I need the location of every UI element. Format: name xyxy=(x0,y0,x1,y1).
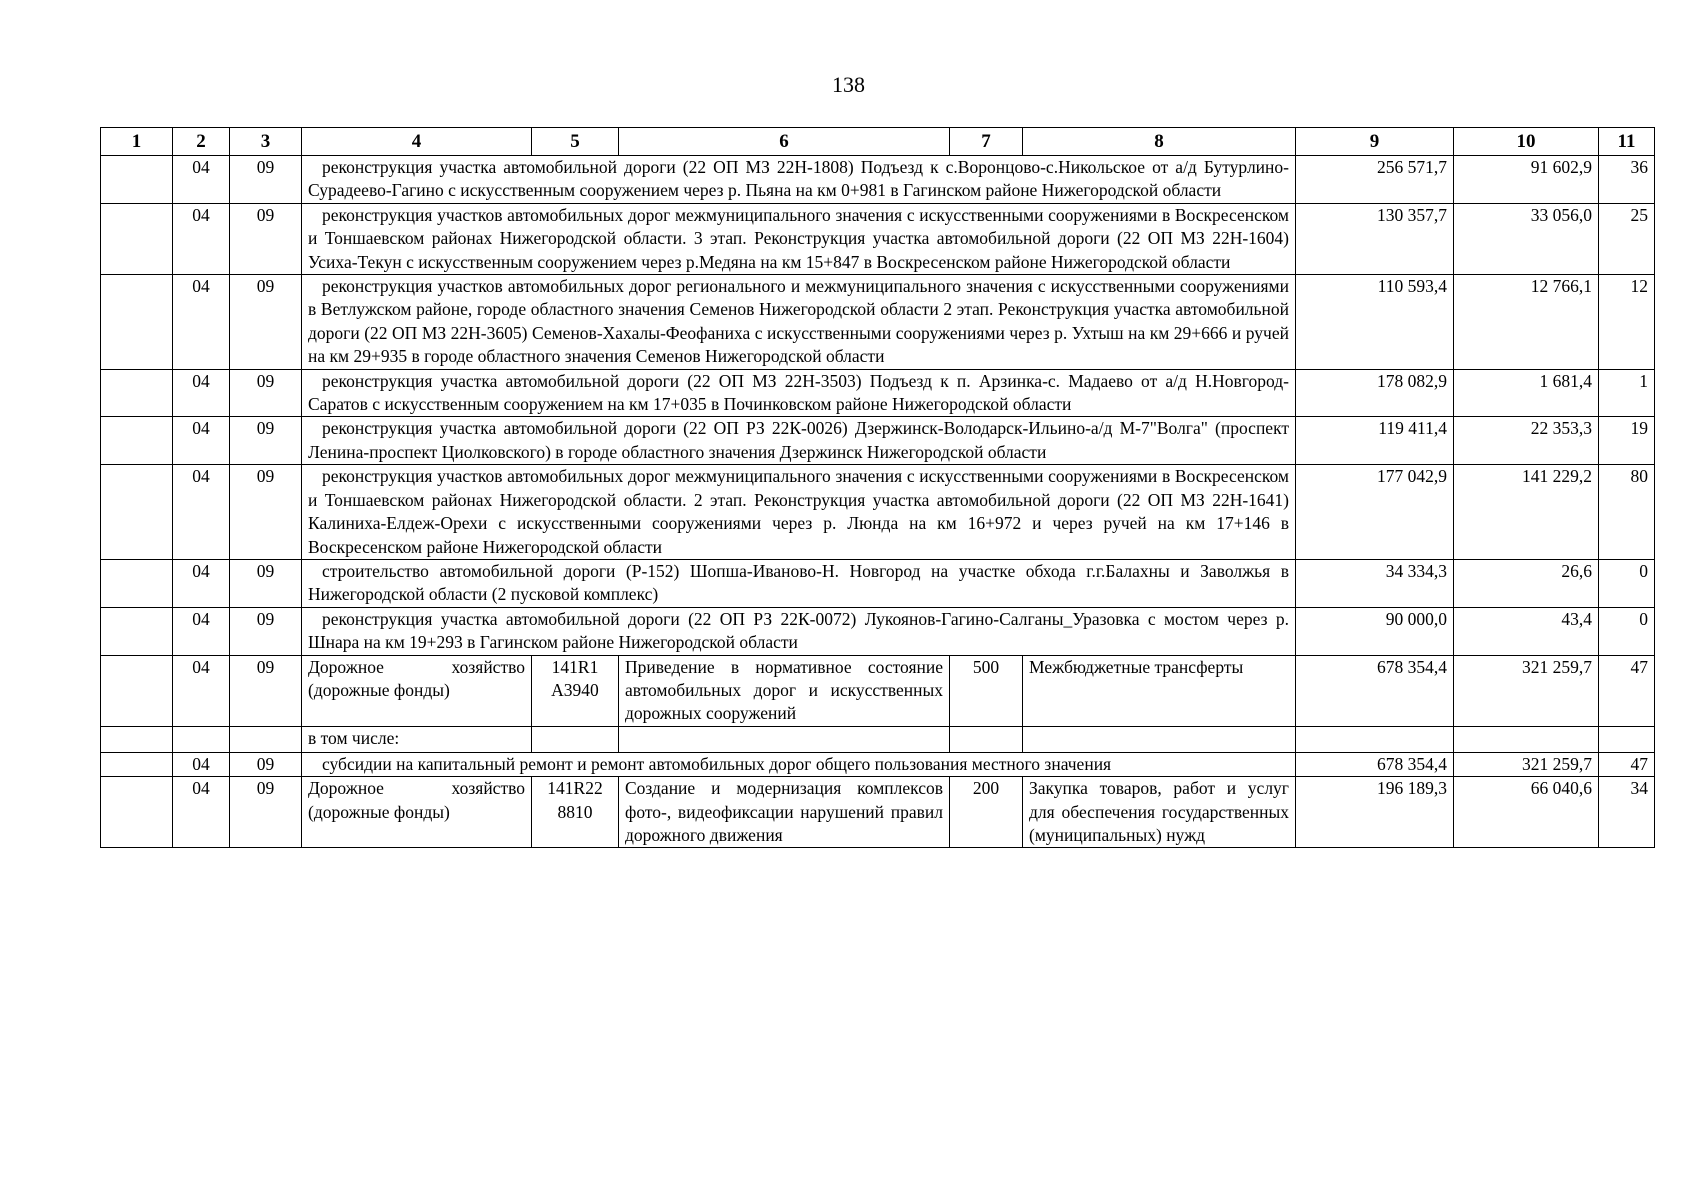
amount-actual: 26,6 xyxy=(1454,559,1599,607)
amount-actual: 1 681,4 xyxy=(1454,369,1599,417)
amount-plan: 178 082,9 xyxy=(1296,369,1454,417)
table-row xyxy=(101,203,1655,274)
program-name: Дорожное хозяйство (дорожные фонды) xyxy=(302,777,532,848)
percent-executed: 1 xyxy=(1599,369,1655,417)
subsection-code: 09 xyxy=(230,777,302,848)
header-cell: 11 xyxy=(1599,128,1655,156)
amount-plan: 678 354,4 xyxy=(1296,752,1454,776)
section-code: 04 xyxy=(173,777,230,848)
section-code: 04 xyxy=(173,465,230,560)
page-number: 138 xyxy=(832,72,865,97)
budget-table xyxy=(100,127,1655,848)
section-code: 04 xyxy=(173,275,230,370)
table-row xyxy=(101,417,1655,465)
section-code: 04 xyxy=(173,752,230,776)
subsection-code: 09 xyxy=(230,607,302,655)
subsection-code: 09 xyxy=(230,559,302,607)
subsection-code: 09 xyxy=(230,275,302,370)
object-description: реконструкция участков автомобильных дорог межмуниципального значения с искусственными сооружениями в Воскресенском и Тоншаевском районах Нижегородской области. 3 этап. Реконструкция участка автомобильной дороги (22 ОП МЗ 22Н-1604) Усиха-Текун с искусственным сооружением через р.Медяна на км 15+847 в Воскресенском районе Нижегородской области xyxy=(302,203,1296,274)
expense-type-code: 500 xyxy=(950,655,1023,726)
percent-executed: 80 xyxy=(1599,465,1655,560)
percent-executed: 47 xyxy=(1599,655,1655,726)
section-code: 04 xyxy=(173,203,230,274)
table-header-row xyxy=(101,128,1655,156)
amount-actual: 66 040,6 xyxy=(1454,777,1599,848)
percent-executed: 0 xyxy=(1599,607,1655,655)
section-code: 04 xyxy=(173,417,230,465)
percent-executed: 25 xyxy=(1599,203,1655,274)
subsection-code: 09 xyxy=(230,417,302,465)
header-cell: 8 xyxy=(1023,128,1296,156)
expense-type-code: 200 xyxy=(950,777,1023,848)
header-cell: 6 xyxy=(619,128,950,156)
amount-plan: 196 189,3 xyxy=(1296,777,1454,848)
header-cell: 3 xyxy=(230,128,302,156)
percent-executed: 36 xyxy=(1599,156,1655,204)
target-article-code: 141R22 8810 xyxy=(532,777,619,848)
section-code: 04 xyxy=(173,655,230,726)
object-description: реконструкция участка автомобильной дороги (22 ОП РЗ 22К-0026) Дзержинск-Володарск-Ильино-а/д М-7"Волга" (проспект Ленина-проспект Циолковского) в городе областного значения Дзержинск Нижегородской области xyxy=(302,417,1296,465)
object-description: субсидии на капитальный ремонт и ремонт автомобильных дорог общего пользования местного значения xyxy=(302,752,1296,776)
table-row xyxy=(101,607,1655,655)
subsection-code: 09 xyxy=(230,156,302,204)
section-code: 04 xyxy=(173,369,230,417)
header-cell: 2 xyxy=(173,128,230,156)
amount-actual: 321 259,7 xyxy=(1454,655,1599,726)
amount-plan: 130 357,7 xyxy=(1296,203,1454,274)
section-code: 04 xyxy=(173,607,230,655)
amount-actual: 321 259,7 xyxy=(1454,752,1599,776)
target-article-name: Приведение в нормативное состояние автомобильных дорог и искусственных дорожных сооружений xyxy=(619,655,950,726)
target-article-code: 141R1 А3940 xyxy=(532,655,619,726)
table-row xyxy=(101,465,1655,560)
subsection-code: 09 xyxy=(230,655,302,726)
object-description: реконструкция участков автомобильных дорог регионального и межмуниципального значения с искусственными сооружениями в Ветлужском районе, городе областного значения Семенов Нижегородской области 2 этап. Реконструкция участка автомобильной дороги (22 ОП МЗ 22Н-3605) Семенов-Хахалы-Феофаниха с искусственными сооружениями через р. Ухтыш на км 29+666 и ручей на км 29+935 в городе областного значения Семенов Нижегородской области xyxy=(302,275,1296,370)
subsection-code: 09 xyxy=(230,465,302,560)
object-description: реконструкция участка автомобильной дороги (22 ОП РЗ 22К-0072) Лукоянов-Гагино-Салганы_Уразовка с мостом через р. Шнара на км 19+293 в Гагинском районе Нижегородской области xyxy=(302,607,1296,655)
table-row xyxy=(101,156,1655,204)
amount-plan: 678 354,4 xyxy=(1296,655,1454,726)
object-description: строительство автомобильной дороги (Р-152) Шопша-Иваново-Н. Новгород на участке обхода г.г.Балахны и Заволжья в Нижегородской области (2 пусковой комплекс) xyxy=(302,559,1296,607)
table-row xyxy=(101,559,1655,607)
table-row-program xyxy=(101,777,1655,848)
expense-type-name: Закупка товаров, работ и услуг для обеспечения государственных (муниципальных) нужд xyxy=(1023,777,1296,848)
section-code: 04 xyxy=(173,156,230,204)
object-description: реконструкция участка автомобильной дороги (22 ОП МЗ 22Н-1808) Подъезд к с.Воронцово-с.Никольское от а/д Бутурлино-Сурадеево-Гагино с искусственным сооружением через р. Пьяна на км 0+981 в Гагинском районе Нижегородской области xyxy=(302,156,1296,204)
object-description: реконструкция участка автомобильной дороги (22 ОП МЗ 22Н-3503) Подъезд к п. Арзинка-с. Мадаево от а/д Н.Новгород-Саратов с искусственным сооружением на км 17+035 в Починковском районе Нижегородской области xyxy=(302,369,1296,417)
header-cell: 10 xyxy=(1454,128,1599,156)
amount-actual: 12 766,1 xyxy=(1454,275,1599,370)
percent-executed: 34 xyxy=(1599,777,1655,848)
table-row-including xyxy=(101,726,1655,752)
table-row xyxy=(101,275,1655,370)
amount-actual: 43,4 xyxy=(1454,607,1599,655)
percent-executed: 12 xyxy=(1599,275,1655,370)
amount-actual: 91 602,9 xyxy=(1454,156,1599,204)
header-cell: 9 xyxy=(1296,128,1454,156)
header-cell: 1 xyxy=(101,128,173,156)
percent-executed: 0 xyxy=(1599,559,1655,607)
section-code: 04 xyxy=(173,559,230,607)
object-description: реконструкция участков автомобильных дорог межмуниципального значения с искусственными сооружениями в Воскресенском и Тоншаевском районах Нижегородской области. 2 этап. Реконструкция участка автомобильной дороги (22 ОП МЗ 22Н-1641) Калиниха-Елдеж-Орехи с искусственными сооружениями через р. Люнда на км 16+972 и через ручей на км 17+146 в Воскресенском районе Нижегородской области xyxy=(302,465,1296,560)
amount-plan: 90 000,0 xyxy=(1296,607,1454,655)
table-row xyxy=(101,369,1655,417)
subsection-code: 09 xyxy=(230,203,302,274)
percent-executed: 47 xyxy=(1599,752,1655,776)
subsection-code: 09 xyxy=(230,752,302,776)
amount-plan: 110 593,4 xyxy=(1296,275,1454,370)
percent-executed: 19 xyxy=(1599,417,1655,465)
amount-plan: 256 571,7 xyxy=(1296,156,1454,204)
amount-plan: 177 042,9 xyxy=(1296,465,1454,560)
program-name: Дорожное хозяйство (дорожные фонды) xyxy=(302,655,532,726)
header-cell: 4 xyxy=(302,128,532,156)
table-row-program xyxy=(101,655,1655,726)
table-row-subsidy xyxy=(101,752,1655,776)
header-cell: 5 xyxy=(532,128,619,156)
amount-plan: 34 334,3 xyxy=(1296,559,1454,607)
including-label: в том числе: xyxy=(302,726,532,752)
amount-plan: 119 411,4 xyxy=(1296,417,1454,465)
amount-actual: 22 353,3 xyxy=(1454,417,1599,465)
amount-actual: 141 229,2 xyxy=(1454,465,1599,560)
target-article-name: Создание и модернизация комплексов фото-, видеофиксации нарушений правил дорожного движения xyxy=(619,777,950,848)
header-cell: 7 xyxy=(950,128,1023,156)
expense-type-name: Межбюджетные трансферты xyxy=(1023,655,1296,726)
subsection-code: 09 xyxy=(230,369,302,417)
amount-actual: 33 056,0 xyxy=(1454,203,1599,274)
